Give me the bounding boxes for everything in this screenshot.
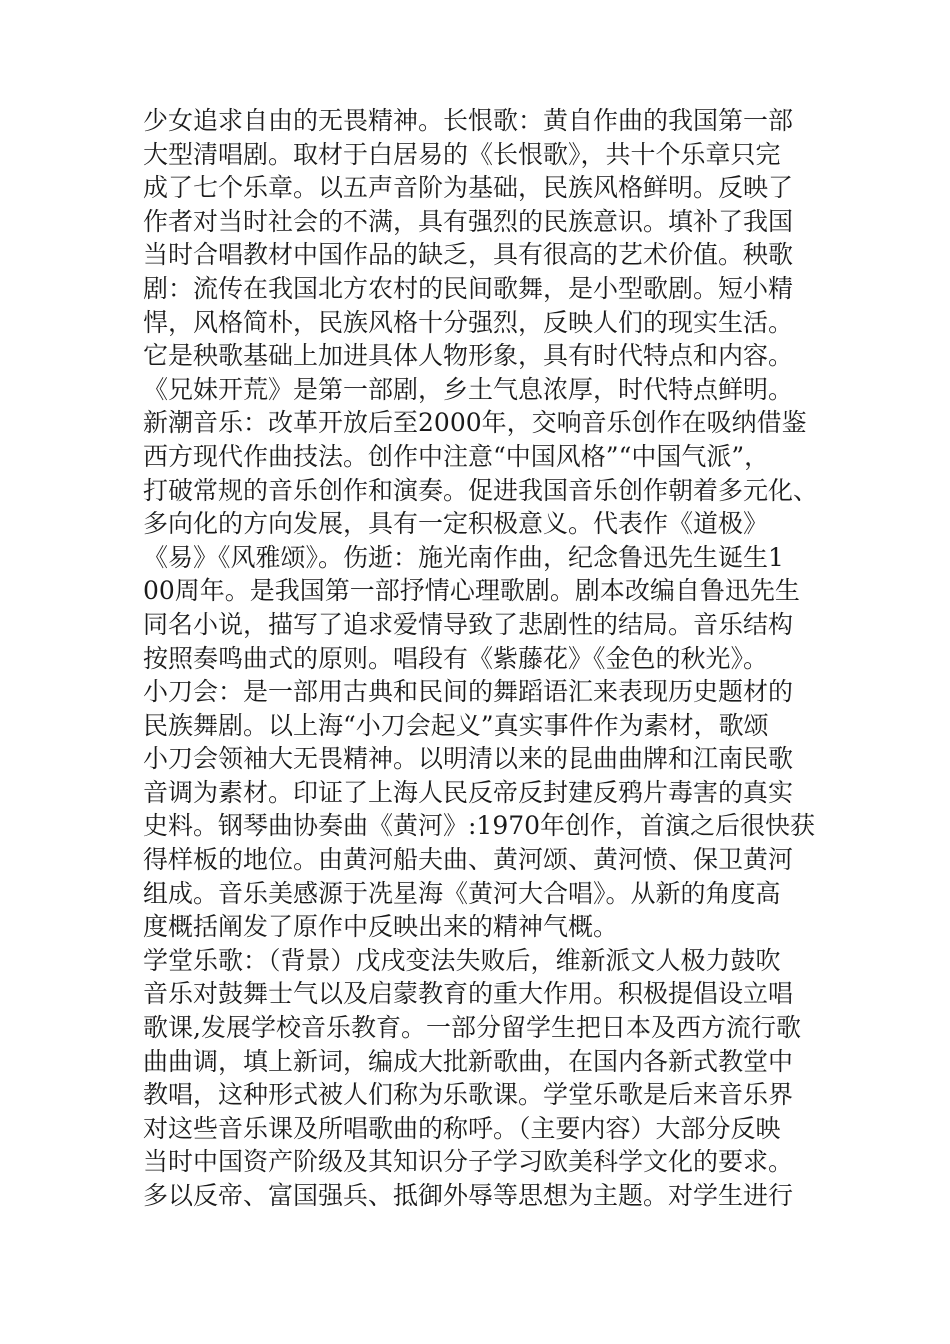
text-line: 作者对当时社会的不满，具有强烈的民族意识。填补了我国 [143,206,794,236]
text-line: 00周年。是我国第一部抒情心理歌剧。剧本改编自鲁迅先生 [143,576,800,606]
text-line: 学堂乐歌：（背景）戊戌变法失败后，维新派文人极力鼓吹 [143,945,781,975]
text-line: 曲曲调，填上新词，编成大批新歌曲，在国内各新式教堂中 [143,1046,794,1076]
text-line: 歌课,发展学校音乐教育。一部分留学生把日本及西方流行歌 [143,1013,801,1043]
text-line: 当时合唱教材中国作品的缺乏，具有很高的艺术价值。秧歌 [143,240,794,270]
text-line: 教唱，这种形式被人们称为乐歌课。学堂乐歌是后来音乐界 [143,1080,794,1110]
text-line: 度概括阐发了原作中反映出来的精神气概。 [143,912,619,942]
text-line: 悍，风格简朴，民族风格十分强烈，反映人们的现实生活。 [143,307,794,337]
text-line: 西方现代作曲技法。创作中注意“中国风格”“中国气派”， [143,441,770,471]
text-line: 得样板的地位。由黄河船夫曲、黄河颂、黄河愤、保卫黄河 [143,845,794,875]
text-line: 《易》《风雅颂》。伤逝：施光南作曲，纪念鲁迅先生诞生1 [143,542,784,572]
text-line: 打破常规的音乐创作和演奏。促进我国音乐创作朝着多元化、 [143,475,819,505]
text-line: 成了七个乐章。以五声音阶为基础，民族风格鲜明。反映了 [143,173,794,203]
text-line: 音调为素材。印证了上海人民反帝反封建反鸦片毒害的真实 [143,777,794,807]
text-line: 组成。音乐美感源于冼星海《黄河大合唱》。从新的角度高 [143,878,781,908]
text-line: 史料。钢琴曲协奏曲《黄河》:1970年创作，首演之后很快获 [143,811,816,841]
text-line: 大型清唱剧。取材于白居易的《长恨歌》，共十个乐章只完 [143,139,781,169]
text-line: 小刀会：是一部用古典和民间的舞蹈语汇来表现历史题材的 [143,677,794,707]
text-line: 它是秧歌基础上加进具体人物形象，具有时代特点和内容。 [143,341,794,371]
text-line: 民族舞剧。以上海“小刀会起义”真实事件作为素材，歌颂 [143,710,769,740]
text-line: 按照奏鸣曲式的原则。唱段有《紫藤花》《金色的秋光》。 [143,643,769,673]
text-line: 多以反帝、富国强兵、抵御外辱等思想为主题。对学生进行 [143,1181,794,1210]
text-line: 少女追求自由的无畏精神。长恨歌：黄自作曲的我国第一部 [143,106,794,135]
text-line: 小刀会领袖大无畏精神。以明清以来的昆曲曲牌和江南民歌 [143,744,794,774]
text-line: 剧：流传在我国北方农村的民间歌舞，是小型歌剧。短小精 [143,273,794,303]
text-line: 音乐对鼓舞士气以及启蒙教育的重大作用。积极提倡设立唱 [143,979,794,1009]
text-line: 新潮音乐：改革开放后至2000年，交响音乐创作在吸纳借鉴 [143,408,807,438]
text-line: 当时中国资产阶级及其知识分子学习欧美科学文化的要求。 [143,1147,794,1177]
text-line: 同名小说，描写了追求爱情导致了悲剧性的结局。音乐结构 [143,609,794,639]
text-line: 《兄妹开荒》是第一部剧，乡土气息浓厚，时代特点鲜明。 [143,374,794,404]
text-line: 对这些音乐课及所唱歌曲的称呼。（主要内容）大部分反映 [143,1113,781,1143]
text-line: 多向化的方向发展，具有一定积极意义。代表作《道极》 [143,509,769,539]
body-text [143,104,843,1213]
